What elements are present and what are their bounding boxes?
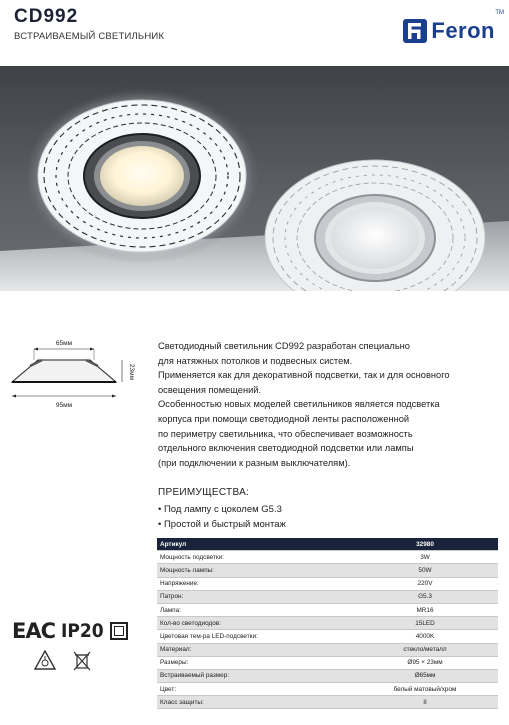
spec-value: 32980	[352, 538, 498, 551]
advantages-title: ПРЕИМУЩЕСТВА:	[158, 487, 250, 498]
spec-row	[157, 590, 498, 603]
spec-row	[157, 683, 498, 696]
spec-row	[157, 617, 498, 630]
product-model: CD992	[14, 6, 79, 27]
spec-value: Ø95 × 23мм	[352, 656, 498, 669]
top-width-label: 65мм	[55, 340, 73, 347]
spec-value: 15LED	[352, 617, 498, 630]
spec-row	[157, 696, 498, 709]
class-ii-icon	[110, 622, 128, 640]
spec-row	[157, 551, 498, 564]
brand-logo	[402, 10, 504, 44]
height-label: 23мм	[128, 363, 135, 381]
description-line: Применяется как для декоративной подсветки, так и для основного	[158, 370, 450, 381]
spec-label: Материал:	[157, 643, 352, 656]
spec-label: Патрон:	[157, 590, 352, 603]
spec-label: Цветовая тем-ра LED-подсветки:	[157, 630, 352, 643]
spec-label: Класс защиты:	[157, 696, 352, 709]
advantage-item: • Простой и быстрый монтаж	[158, 517, 286, 532]
spec-label: Напряжение:	[157, 577, 352, 590]
spec-value: 4000K	[352, 630, 498, 643]
product-photo	[0, 66, 509, 291]
spec-row	[157, 577, 498, 590]
spec-row	[157, 630, 498, 643]
spec-value: белый матовый/хром	[352, 683, 498, 696]
description-line: отдельного включения светодиодной подсветки или лампы	[158, 443, 414, 454]
trademark-mark: TM	[495, 10, 504, 16]
advantage-item: • Под лампу с цоколем G5.3	[158, 502, 286, 517]
brand-name: Feron	[431, 18, 495, 43]
certification-marks	[12, 619, 128, 643]
description-line: Светодиодный светильник CD992 разработан специально	[158, 341, 410, 351]
description-line: корпуса при помощи светодиодной ленты расположенной	[158, 413, 410, 424]
spec-label: Кол-во светодиодов:	[157, 617, 352, 630]
spec-row	[157, 538, 498, 551]
bottom-width-label: 95мм	[55, 402, 73, 409]
spec-label: Лампа:	[157, 603, 352, 616]
description-line: для натяжных потолков и подвесных систем.	[158, 355, 353, 366]
product-subtitle: ВСТРАИВАЕМЫЙ СВЕТИЛЬНИК	[14, 31, 165, 42]
weee-bin-icon	[72, 650, 92, 672]
spec-label: Мощность лампы:	[157, 564, 352, 577]
spec-label: Артикул	[157, 538, 352, 551]
specifications-table	[157, 538, 498, 709]
dimension-drawing	[8, 336, 148, 416]
spec-label: Размеры:	[157, 656, 352, 669]
spec-row	[157, 656, 498, 669]
description-line: (при подключении к разным выключателям).	[158, 457, 351, 468]
spec-row	[157, 603, 498, 616]
eac-mark: EAC	[12, 619, 56, 643]
spec-label: Мощность подсветки:	[157, 551, 352, 564]
spec-value: Ø65мм	[352, 669, 498, 682]
spec-value: MR16	[352, 603, 498, 616]
spec-value: II	[352, 696, 498, 709]
ip-rating: IP20	[61, 620, 104, 642]
spec-value: 220V	[352, 577, 498, 590]
spec-label: Цвет:	[157, 683, 352, 696]
spec-value: стекло/металл	[352, 643, 498, 656]
hazard-triangle-icon	[34, 650, 56, 670]
spec-value: 50W	[352, 564, 498, 577]
feron-logo-icon	[402, 18, 428, 44]
product-description	[158, 339, 503, 470]
spec-row	[157, 564, 498, 577]
advantages-list	[158, 502, 286, 532]
lit-luminaire	[24, 88, 260, 264]
description-line: по периметру светильника, что обеспечивает возможность	[158, 428, 413, 439]
spec-row	[157, 643, 498, 656]
description-line: Особенностью новых моделей светильников является подсветка	[158, 399, 440, 410]
description-line: освещения помещений.	[158, 384, 262, 395]
spec-value: G5.3	[352, 590, 498, 603]
disposal-marks	[34, 650, 92, 672]
spec-value: 3W	[352, 551, 498, 564]
spec-label: Встраиваемый размер:	[157, 669, 352, 682]
spec-row	[157, 669, 498, 682]
